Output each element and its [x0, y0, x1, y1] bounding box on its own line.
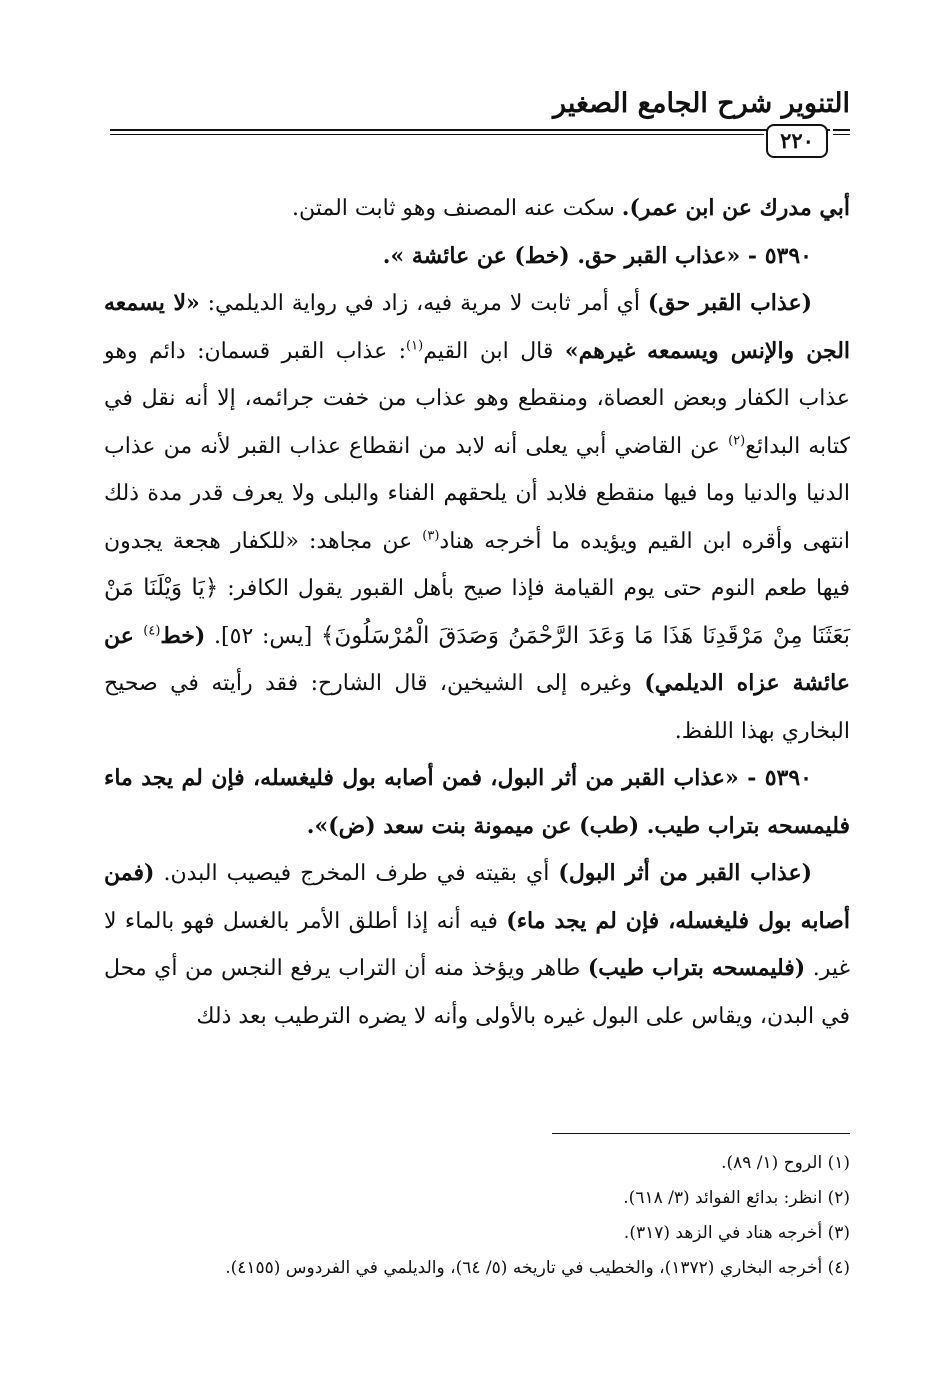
footnote-separator: [552, 1133, 850, 1134]
header-rule-right-thin: [833, 134, 850, 135]
footnote-ref-2[interactable]: (٢): [728, 433, 746, 449]
footnote-3: (٣) أخرجه هناد في الزهد (٣١٧).: [623, 1223, 850, 1243]
hadith-text: - «عذاب القبر حق. (خط) عن عائشة ».: [382, 242, 765, 269]
bold-text: (فمن أصابه بول فليغسله، فإن لم يجد ماء): [104, 860, 850, 934]
hadith-text: - «عذاب القبر من أثر البول، فمن أصابه بول فليغسله، فإن لم يجد ماء فليمسحه بتراب طيب. (طب) عن ميمونة بنت سعد (ض)».: [104, 765, 850, 839]
footnote-1: (١) الروح (١/ ٨٩).: [721, 1153, 850, 1173]
main-text: [104, 185, 850, 1040]
footnote-4: (٤) أخرجه البخاري (١٣٧٢)، والخطيب في تاريخه (٥/ ٦٤)، والديلمي في الفردوس (٤١٥٥).: [225, 1258, 850, 1278]
header-rule: [110, 129, 830, 131]
text-run: أي بقيته في طرف المخرج فيصيب البدن.: [154, 861, 559, 886]
hadith-number: ٥٣٩٠: [764, 242, 812, 269]
bold-text: (خط: [160, 622, 206, 649]
bold-text: (عذاب القبر حق): [647, 290, 813, 316]
page-number: ٢٢٠: [766, 124, 828, 158]
hadith-heading-1: [104, 233, 850, 281]
text-run: : عذاب القبر قسمان: دائم وهو عذاب الكفار وبعض العصاة، ومنقطع وهو عذاب من خفت جرائمه، إلا أنه نقل في كتابه البدائع: [104, 338, 850, 459]
paragraph-3: [104, 850, 850, 1040]
text-run: عن القاضي أبي يعلى أنه لابد من انقطاع عذاب القبر لأنه من عذاب الدنيا والدنيا وما فيها منقطع فلابد أن يلحقهم الفناء والبلى ولا يعرف قدر مدة ذلك انتهى وأقره ابن القيم ويؤيده ما أخرجه هناد: [104, 433, 850, 554]
paragraph-2: [104, 280, 850, 755]
footnote-ref-3[interactable]: (٣): [422, 528, 440, 544]
header-rule-right: [833, 129, 850, 131]
text-run: طاهر ويؤخذ منه أن التراب يرفع النجس من أي محل في البدن، ويقاس على البول غيره بالأولى وأنه لا يضره الترطيب بعد ذلك: [104, 956, 850, 1029]
bold-text: (فليمسحه بتراب طيب): [587, 955, 806, 981]
text-run: قال ابن القيم: [423, 338, 565, 364]
text-run: وغيره إلى الشيخين، قال الشارح: فقد رأيته في صحيح البخاري بهذا اللفظ.: [104, 671, 850, 744]
text-run: أي أمر ثابت لا مرية فيه، زاد في رواية الديلمي:: [199, 291, 648, 316]
footnote-ref-1[interactable]: (١): [406, 338, 424, 354]
header-rule-thin: [110, 134, 764, 135]
running-title: التنوير شرح الجامع الصغير: [553, 88, 850, 119]
footnote-ref-4[interactable]: (٤): [143, 623, 161, 639]
text-run: فيه أنه إذا أطلق الأمر بالغسل فهو بالماء لا غير.: [104, 908, 850, 981]
verse-reference: [يس: ٥٢].: [205, 623, 321, 649]
bold-text: (عذاب القبر من أثر البول): [558, 860, 812, 886]
text-run: سكت عنه المصنف وهو ثابت المتن.: [291, 196, 622, 221]
text-run: عن مجاهد: «للكفار هجعة يجدون فيها طعم النوم حتى يوم القيامة فإذا صيح بأهل القبور يقول الكافر:: [104, 528, 850, 601]
paragraph-1: [104, 185, 850, 233]
bold-text: أبي مدرك عن ابن عمر).: [621, 195, 850, 221]
bold-text: «لا يسمعه الجن والإنس ويسمعه غيرهم»: [104, 290, 851, 364]
footnotes: [104, 1146, 850, 1286]
bold-text: عن عائشة عزاه الديلمي): [104, 622, 850, 696]
footnote-2: (٢) انظر: بدائع الفوائد (٣/ ٦١٨).: [623, 1188, 850, 1208]
quran-verse: ﴿يَا وَيْلَنَا مَنْ بَعَثَنَا مِنْ مَرْقَدِنَا هَذَا مَا وَعَدَ الرَّحْمَنُ وَصَدَقَ الْمُرْسَلُونَ﴾: [104, 575, 850, 649]
hadith-number: ٥٣٩٠: [764, 765, 812, 791]
hadith-heading-2: [104, 755, 850, 850]
